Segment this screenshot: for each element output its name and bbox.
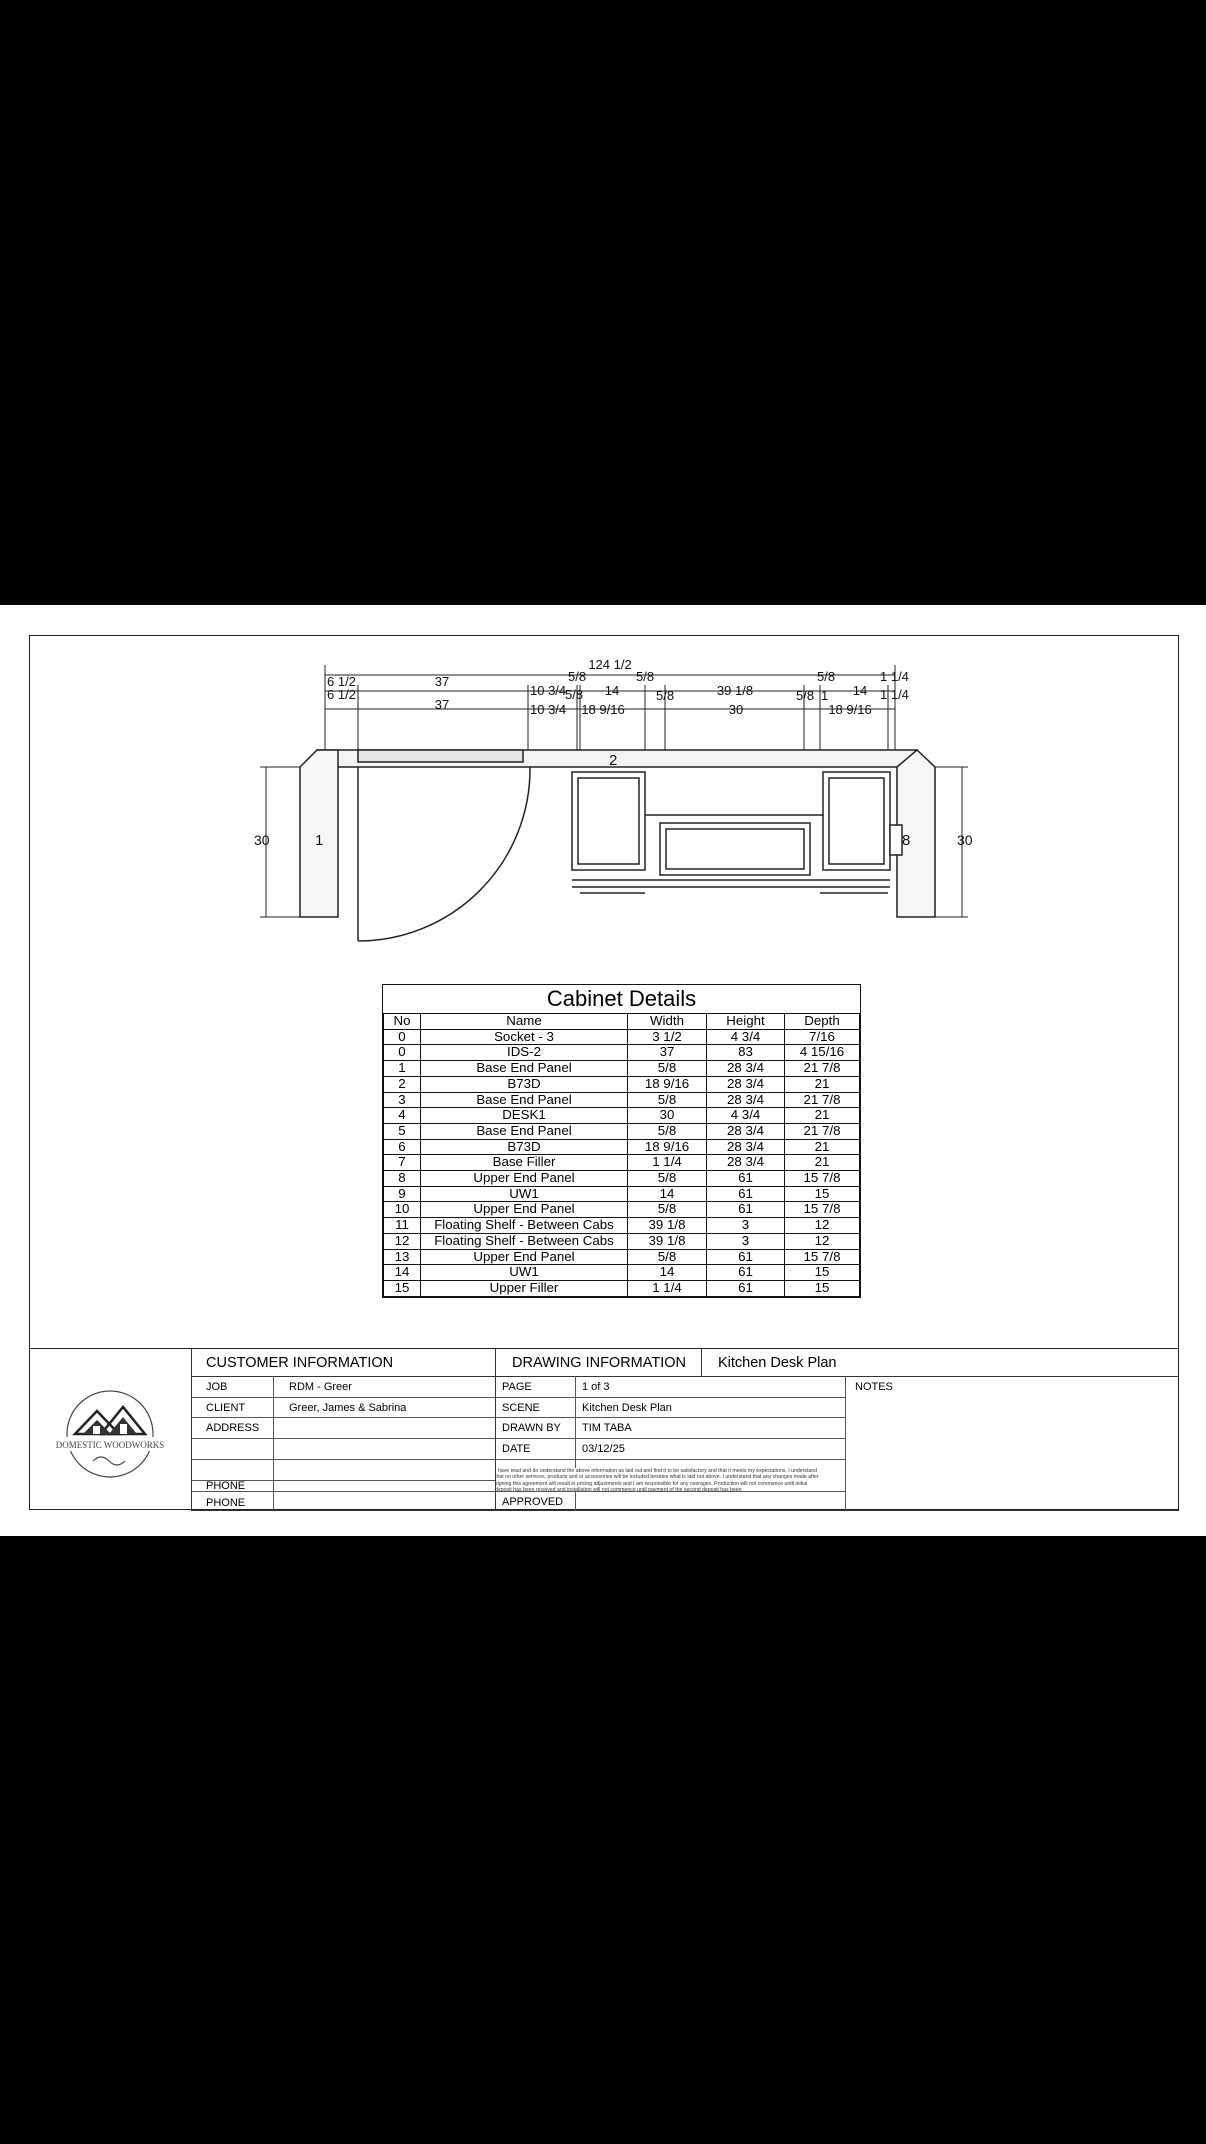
cell-height: 4 3/4 [707, 1108, 785, 1124]
cell-no: 11 [384, 1218, 421, 1234]
cell-no: 9 [384, 1186, 421, 1202]
cell-height: 3 [707, 1233, 785, 1249]
col-no: No [384, 1014, 421, 1029]
base-cabinet-right [823, 772, 890, 870]
date-label: DATE [502, 1443, 531, 1455]
dim-r2-c: 10 3/4 [530, 702, 567, 717]
date-value: 03/12/25 [582, 1443, 625, 1455]
cell-width: 5/8 [628, 1092, 707, 1108]
dim-r1-g: 39 1/8 [716, 683, 754, 698]
cell-width: 5/8 [628, 1202, 707, 1218]
cell-no: 2 [384, 1076, 421, 1092]
dim-r2-b: 37 [434, 697, 450, 712]
cell-width: 39 1/8 [628, 1218, 707, 1234]
phone-label-1: PHONE [206, 1480, 246, 1492]
cell-height: 4 3/4 [707, 1029, 785, 1045]
cell-depth: 21 7/8 [785, 1123, 860, 1139]
cell-no: 1 [384, 1061, 421, 1077]
cell-width: 30 [628, 1108, 707, 1124]
col-width: Width [628, 1014, 707, 1029]
cell-depth: 15 [785, 1265, 860, 1281]
dim-r2-f: 5/8 [656, 688, 675, 703]
cell-width: 39 1/8 [628, 1233, 707, 1249]
drawing-info-header: DRAWING INFORMATION [512, 1355, 686, 1371]
cabinet-details-title: Cabinet Details [383, 985, 860, 1014]
table-row [384, 1186, 860, 1202]
cell-width: 5/8 [628, 1123, 707, 1139]
dim-r2-k: 1 1/4 [880, 687, 909, 702]
height-dim-left: 30 [254, 832, 270, 848]
cell-name: Base End Panel [421, 1123, 628, 1139]
cell-name: IDS-2 [421, 1045, 628, 1061]
table-row [384, 1218, 860, 1234]
cell-width: 18 9/16 [628, 1076, 707, 1092]
cell-depth: 15 7/8 [785, 1249, 860, 1265]
notes-label: NOTES [855, 1381, 893, 1393]
dim-r1-a: 6 1/2 [327, 674, 356, 689]
desk-drawer [660, 823, 810, 875]
drawing-sheet [0, 605, 1206, 1536]
cell-width: 1 1/4 [628, 1280, 707, 1296]
scene-value: Kitchen Desk Plan [582, 1402, 672, 1414]
cell-height: 83 [707, 1045, 785, 1061]
table-row [384, 1092, 860, 1108]
title-block [29, 1348, 1179, 1511]
upper-fill-panel [358, 750, 523, 762]
door-swing-arc [358, 767, 530, 941]
cell-name: Upper Filler [421, 1280, 628, 1296]
cell-height: 61 [707, 1171, 785, 1187]
cell-height: 61 [707, 1249, 785, 1265]
cell-height: 28 3/4 [707, 1139, 785, 1155]
cell-no: 10 [384, 1202, 421, 1218]
cell-width: 3 1/2 [628, 1029, 707, 1045]
cell-depth: 21 [785, 1076, 860, 1092]
tag-8: 8 [902, 832, 911, 849]
cabinet-details-table [382, 984, 861, 1298]
page-label: PAGE [502, 1381, 532, 1393]
cell-no: 12 [384, 1233, 421, 1249]
height-dim-right: 30 [957, 832, 973, 848]
cell-name: UW1 [421, 1265, 628, 1281]
table-row [384, 1123, 860, 1139]
cell-no: 4 [384, 1108, 421, 1124]
cell-name: Floating Shelf - Between Cabs [421, 1233, 628, 1249]
cell-depth: 21 [785, 1155, 860, 1171]
cell-name: B73D [421, 1139, 628, 1155]
cell-no: 14 [384, 1265, 421, 1281]
cell-height: 28 3/4 [707, 1123, 785, 1139]
table-row [384, 1045, 860, 1061]
table-row [384, 1076, 860, 1092]
table-row [384, 1029, 860, 1045]
table-row [384, 1155, 860, 1171]
table-row [384, 1061, 860, 1077]
cell-name: UW1 [421, 1186, 628, 1202]
phone-label-2: PHONE [206, 1497, 246, 1509]
dim-r1-h: 5/8 [817, 669, 836, 684]
table-row [384, 1139, 860, 1155]
cell-name: Base End Panel [421, 1061, 628, 1077]
cell-no: 3 [384, 1092, 421, 1108]
disclaimer-text: I have read and do understand the above information as laid out and find it to be satisfactory and that it meets my expectations. I understand that no other services, products and or accessories will be included besides what is laid out above. I understand that any changes made after signing this agreement will result in pricing adjustments and I am responsible for any overages. Production will not commence until initial deposit has been received and installation will not commence until payment of the second deposit has been [495, 1468, 819, 1493]
cell-no: 6 [384, 1139, 421, 1155]
dim-total: 124 1/2 [588, 657, 632, 672]
cell-depth: 12 [785, 1233, 860, 1249]
domestic-woodworks-logo-icon [45, 1389, 175, 1489]
dim-r2-a: 6 1/2 [327, 687, 356, 702]
tag-1: 1 [315, 832, 324, 849]
dim-r2-i: 1 [821, 688, 829, 703]
table-row [384, 1233, 860, 1249]
dim-r1-e: 14 [604, 683, 620, 698]
client-value: Greer, James & Sabrina [289, 1402, 407, 1414]
cell-height: 61 [707, 1280, 785, 1296]
cell-width: 14 [628, 1186, 707, 1202]
cell-depth: 21 7/8 [785, 1061, 860, 1077]
col-depth: Depth [785, 1014, 860, 1029]
table-row [384, 1249, 860, 1265]
dim-r2-j: 18 9/16 [828, 702, 872, 717]
cell-width: 5/8 [628, 1171, 707, 1187]
cell-depth: 21 7/8 [785, 1092, 860, 1108]
cell-depth: 15 7/8 [785, 1202, 860, 1218]
cell-no: 13 [384, 1249, 421, 1265]
dim-r1-b: 37 [434, 674, 450, 689]
table-row [384, 1171, 860, 1187]
cell-no: 7 [384, 1155, 421, 1171]
dim-r2-g: 30 [728, 702, 744, 717]
cell-name: B73D [421, 1076, 628, 1092]
table-row [384, 1280, 860, 1296]
approved-label: APPROVED [502, 1496, 564, 1508]
table-row [384, 1202, 860, 1218]
col-name: Name [421, 1014, 628, 1029]
cell-height: 61 [707, 1265, 785, 1281]
address-label: ADDRESS [206, 1422, 260, 1434]
dim-r2-d: 5/8 [565, 687, 584, 702]
scene-label: SCENE [502, 1402, 540, 1414]
cell-name: Floating Shelf - Between Cabs [421, 1218, 628, 1234]
cell-width: 37 [628, 1045, 707, 1061]
job-value: RDM - Greer [289, 1381, 352, 1393]
drawing-name: Kitchen Desk Plan [718, 1355, 837, 1371]
cell-name: Base End Panel [421, 1092, 628, 1108]
drawn-by-value: TIM TABA [582, 1422, 632, 1434]
cell-name: Upper End Panel [421, 1171, 628, 1187]
cell-depth: 15 [785, 1280, 860, 1296]
cell-width: 14 [628, 1265, 707, 1281]
table-header-row [384, 1014, 860, 1029]
cell-height: 3 [707, 1218, 785, 1234]
cell-no: 15 [384, 1280, 421, 1296]
cell-height: 28 3/4 [707, 1076, 785, 1092]
dim-r1-i: 14 [852, 683, 868, 698]
dim-r2-e: 18 9/16 [581, 702, 625, 717]
table-body [384, 1029, 860, 1296]
cell-depth: 4 15/16 [785, 1045, 860, 1061]
page-value: 1 of 3 [582, 1381, 610, 1393]
dim-r1-j: 1 1/4 [880, 669, 909, 684]
logo-text: DOMESTIC WOODWORKS [55, 1440, 165, 1450]
cell-width: 5/8 [628, 1061, 707, 1077]
job-label: JOB [206, 1381, 228, 1393]
cell-no: 0 [384, 1029, 421, 1045]
cell-width: 18 9/16 [628, 1139, 707, 1155]
cell-no: 5 [384, 1123, 421, 1139]
col-height: Height [707, 1014, 785, 1029]
cell-height: 28 3/4 [707, 1155, 785, 1171]
cell-no: 8 [384, 1171, 421, 1187]
cell-depth: 21 [785, 1108, 860, 1124]
cell-name: Upper End Panel [421, 1249, 628, 1265]
drawn-by-label: DRAWN BY [502, 1422, 561, 1434]
cell-width: 1 1/4 [628, 1155, 707, 1171]
dim-r1-c: 10 3/4 [530, 683, 567, 698]
cell-name: Upper End Panel [421, 1202, 628, 1218]
cell-height: 28 3/4 [707, 1061, 785, 1077]
cell-depth: 15 7/8 [785, 1171, 860, 1187]
dim-r1-f: 5/8 [636, 669, 655, 684]
table-row [384, 1265, 860, 1281]
tag-2: 2 [609, 752, 618, 769]
cell-name: DESK1 [421, 1108, 628, 1124]
cell-depth: 12 [785, 1218, 860, 1234]
dim-r1-d: 5/8 [568, 669, 587, 684]
cell-height: 61 [707, 1202, 785, 1218]
cell-depth: 15 [785, 1186, 860, 1202]
elevation-drawing [0, 605, 1206, 985]
cell-depth: 21 [785, 1139, 860, 1155]
table-row [384, 1108, 860, 1124]
cell-height: 61 [707, 1186, 785, 1202]
cell-name: Base Filler [421, 1155, 628, 1171]
customer-info-header: CUSTOMER INFORMATION [206, 1355, 394, 1371]
cell-no: 0 [384, 1045, 421, 1061]
client-label: CLIENT [206, 1402, 246, 1414]
dim-r2-h: 5/8 [796, 688, 815, 703]
cell-height: 28 3/4 [707, 1092, 785, 1108]
base-cabinet-left [572, 772, 645, 870]
cell-width: 5/8 [628, 1249, 707, 1265]
cell-name: Socket - 3 [421, 1029, 628, 1045]
cell-depth: 7/16 [785, 1029, 860, 1045]
